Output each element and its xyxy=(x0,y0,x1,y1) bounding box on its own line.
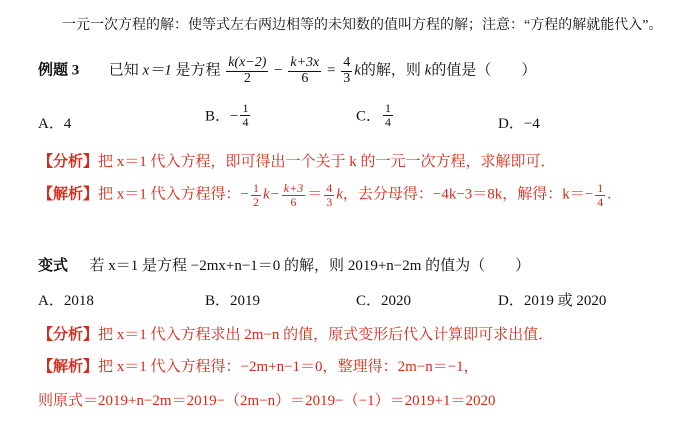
option-c xyxy=(356,102,395,128)
solution-fraction-b xyxy=(282,182,305,208)
variant-analysis-tag: 【分析】 xyxy=(38,327,99,343)
option-c-fraction xyxy=(383,102,393,128)
variant-analysis-text: 把 x＝1 代入方程求出 2m−n 的值，原式变形后代入计算即可求出值． xyxy=(98,327,554,343)
solution-fraction-c xyxy=(324,182,334,208)
solution-fraction-b-den: 6 xyxy=(290,194,297,209)
option-c-numerator: 1 xyxy=(385,101,392,115)
variant-solution-text1: 把 x＝1 代入方程得：−2m+n−1＝0，整理得：2m−n＝−1， xyxy=(98,359,479,375)
q-equals: = xyxy=(327,62,336,79)
option-a: A．4 xyxy=(38,116,72,132)
solution-mid: ，去分母得：−4k−3＝8k，解得：k＝− xyxy=(342,186,594,203)
q-minus: − xyxy=(274,62,283,79)
example-question xyxy=(38,56,536,86)
fraction-3 xyxy=(341,56,352,86)
variant-solution-line1 xyxy=(38,355,479,376)
option-d: D．−4 xyxy=(498,116,540,132)
solution-tag: 【解析】 xyxy=(38,186,99,203)
fraction-1-numerator: k(x−2) xyxy=(228,55,267,70)
example-solution xyxy=(38,182,611,208)
option-b-fraction xyxy=(240,102,250,128)
q-tail: 的值是（ ） xyxy=(431,62,537,79)
q-k: k xyxy=(354,62,361,79)
variant-analysis xyxy=(38,323,553,344)
variant-question-text: 若 x＝1 是方程 −2mx+n−1＝0 的解，则 2019+n−2m 的值为（ ） xyxy=(89,258,531,274)
solution-fraction-d-num: 1 xyxy=(597,181,604,195)
solution-fraction-a xyxy=(251,182,261,208)
solution-fraction-c-den: 3 xyxy=(326,194,333,209)
example-analysis xyxy=(38,150,556,171)
solution-fraction-b-num: k+3 xyxy=(283,181,304,195)
fraction-2 xyxy=(288,56,321,86)
solution-fraction-d-den: 4 xyxy=(597,194,604,209)
variant-solution-tag: 【解析】 xyxy=(38,359,99,375)
solution-eq: ＝ xyxy=(307,186,323,203)
variant-option-b: B．2019 xyxy=(205,293,261,309)
solution-fraction-d xyxy=(595,182,605,208)
variant-option-a: A．2018 xyxy=(38,293,94,309)
solution-a-k: k− xyxy=(262,186,280,203)
solution-fraction-a-den: 2 xyxy=(252,194,259,209)
option-b-numerator: 1 xyxy=(242,101,249,115)
fraction-1-denominator: 2 xyxy=(243,70,251,86)
q-is-eq: 是方程 xyxy=(175,62,221,79)
q-k2: k xyxy=(424,62,432,79)
example-label: 例题 3 xyxy=(38,62,80,79)
variant-label: 变式 xyxy=(38,258,69,274)
solution-fraction-c-num: 4 xyxy=(326,181,333,195)
analysis-text: 把 x＝1 代入方程，即可得出一个关于 k 的一元一次方程，求解即可． xyxy=(98,154,556,170)
fraction-3-numerator: 4 xyxy=(343,55,351,70)
solution-end: . xyxy=(607,186,612,203)
solution-c-k: k xyxy=(336,186,343,203)
solution-fraction-a-num: 1 xyxy=(252,181,259,195)
fraction-3-denominator: 3 xyxy=(343,70,351,86)
q-pre: 已知 xyxy=(108,62,139,79)
variant-option-d: D．2019 或 2020 xyxy=(498,293,607,309)
solution-pre: 把 x＝1 代入方程得：− xyxy=(98,186,249,203)
variant-option-c: C．2020 xyxy=(356,293,412,309)
variant-question xyxy=(38,254,530,275)
option-c-prefix: C． xyxy=(356,108,382,125)
variant-solution-line2: 则原式＝2019+n−2m＝2019−（2m−n）＝2019−（−1）＝2019+1＝2020 xyxy=(38,393,496,409)
option-c-denominator: 4 xyxy=(385,114,392,129)
option-b-denominator: 4 xyxy=(242,114,249,129)
q-post: 的解，则 xyxy=(360,62,421,79)
q-cond: x＝1 xyxy=(142,62,172,79)
option-b xyxy=(205,102,252,128)
intro-text: 一元一次方程的解：使等式左右两边相等的未知数的值叫方程的解；注意：“方程的解就能代入”。 xyxy=(62,18,663,33)
option-b-prefix: B．− xyxy=(205,108,239,125)
fraction-1 xyxy=(226,56,268,86)
fraction-2-denominator: 6 xyxy=(301,70,309,86)
analysis-tag: 【分析】 xyxy=(38,154,99,170)
fraction-2-numerator: k+3x xyxy=(290,55,320,70)
